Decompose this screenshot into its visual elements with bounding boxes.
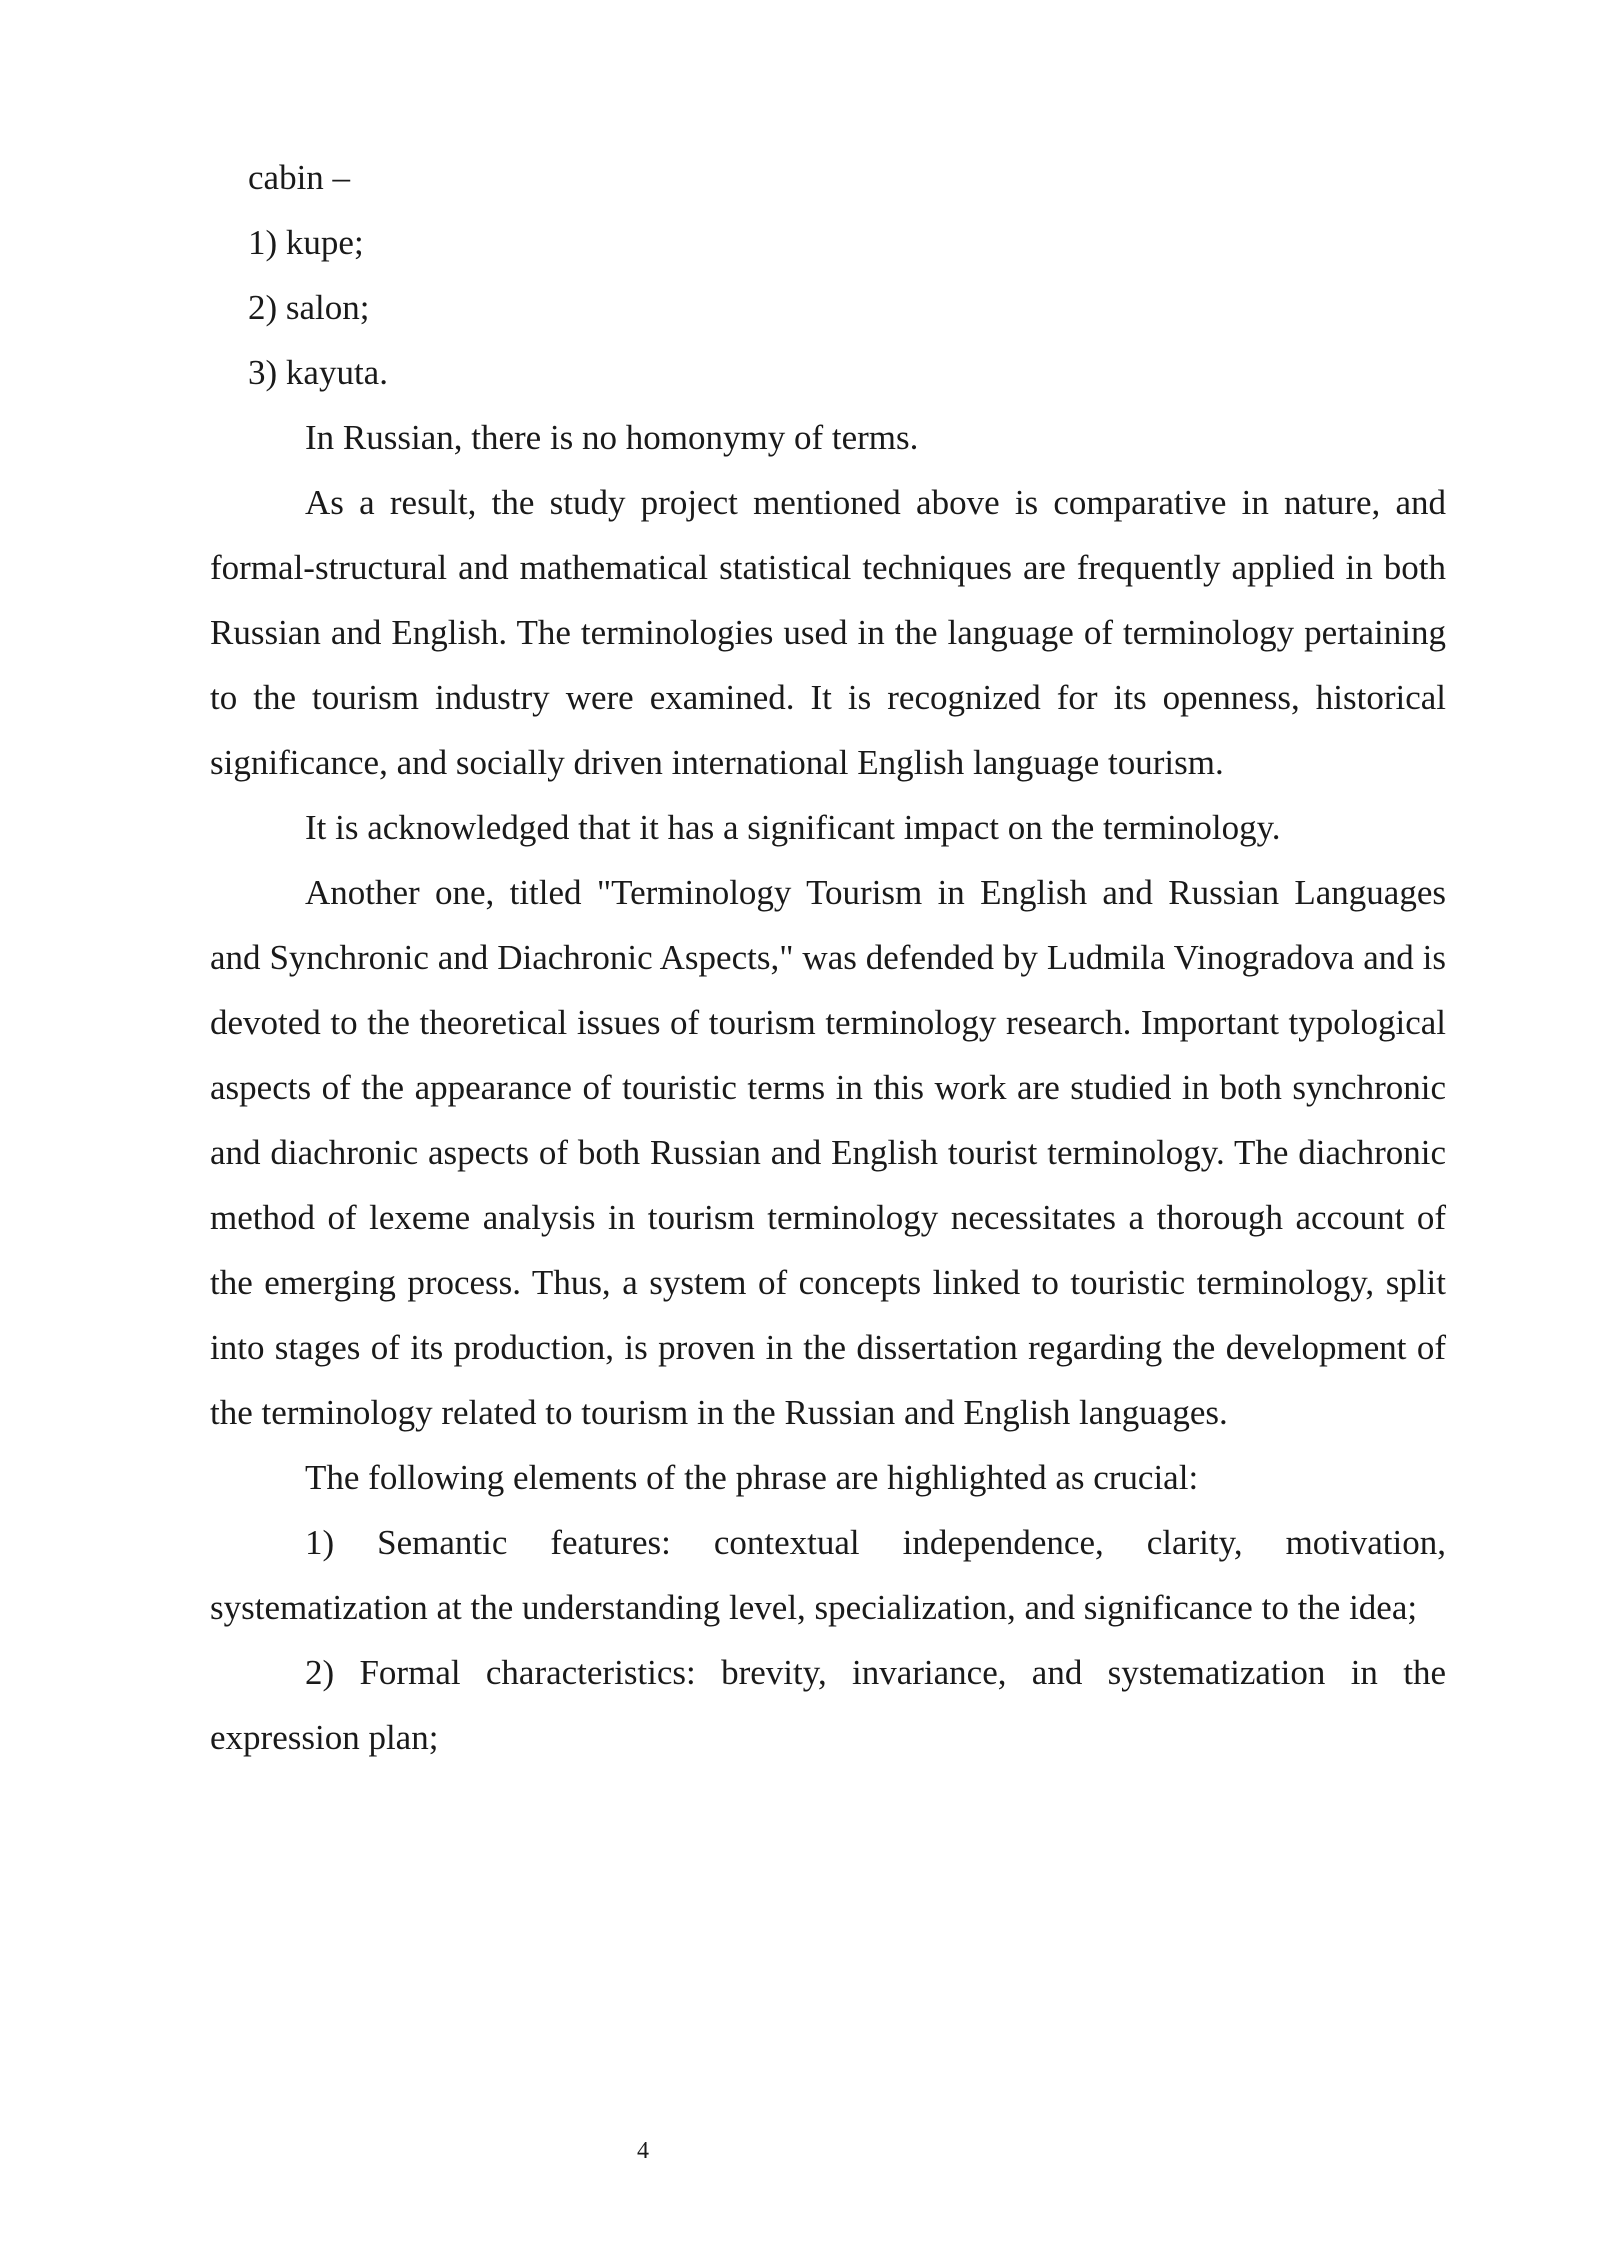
paragraph: The following elements of the phrase are highlighted as crucial: xyxy=(305,1458,1199,1497)
term-heading: cabin – xyxy=(248,158,351,197)
paragraph: It is acknowledged that it has a significant impact on the terminology. xyxy=(305,808,1281,847)
paragraph: In Russian, there is no homonymy of terms. xyxy=(305,418,919,457)
paragraph: 2) Formal characteristics: brevity, invariance, and systematization in the expression plan; xyxy=(210,1653,1446,1757)
body-text xyxy=(210,145,1446,1770)
paragraph: As a result, the study project mentioned above is comparative in nature, and formal-structural and mathematical statistical techniques are frequently applied in both Russian and English. The terminologies used in the language of terminology pertaining to the tourism industry were examined. It is recognized for its openness, historical significance, and socially driven international English language tourism. xyxy=(210,483,1446,782)
page-number: 4 xyxy=(637,2138,649,2164)
list-item: 2) salon; xyxy=(248,288,370,327)
list-item: 1) kupe; xyxy=(248,223,364,262)
paragraph: Another one, titled "Terminology Tourism in English and Russian Languages and Synchronic and Diachronic Aspects," was defended by Ludmila Vinogradova and is devoted to the theoretical issues of tourism terminology research. Important typological aspects of the appearance of touristic terms in this work are studied in both synchronic and diachronic aspects of both Russian and English tourist terminology. The diachronic method of lexeme analysis in tourism terminology necessitates a thorough account of the emerging process. Thus, a system of concepts linked to touristic terminology, split into stages of its production, is proven in the dissertation regarding the development of the terminology related to tourism in the Russian and English languages. xyxy=(210,873,1446,1432)
list-item: 3) kayuta. xyxy=(248,353,388,392)
paragraph: 1) Semantic features: contextual independence, clarity, motivation, systematization at the understanding level, specialization, and significance to the idea; xyxy=(210,1523,1446,1627)
